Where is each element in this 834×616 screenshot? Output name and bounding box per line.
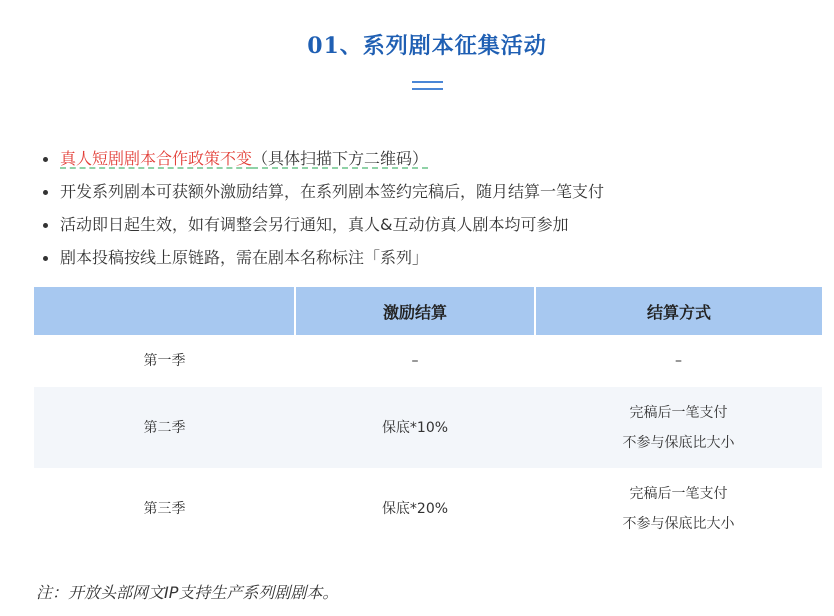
table-row <box>34 335 822 387</box>
list-item-text: 剧本投稿按线上原链路，需在剧本名称标注「系列」 <box>60 248 429 267</box>
cell-method <box>535 387 822 468</box>
highlighted-policy-text: 真人短剧剧本合作政策不变 <box>60 149 253 168</box>
method-line: 完稿后一笔支付 <box>629 485 728 502</box>
section-title: 01、系列剧本征集活动 <box>307 33 547 59</box>
list-item <box>40 142 604 175</box>
header-method: 结算方式 <box>535 287 822 335</box>
cell-incentive: 保底*20% <box>295 468 535 549</box>
title-underline-decoration <box>412 81 443 90</box>
cell-season: 第三季 <box>34 468 295 549</box>
cell-method <box>535 468 822 549</box>
header-incentive: 激励结算 <box>295 287 535 335</box>
method-line: 不参与保底比大小 <box>622 515 735 532</box>
method-line: – <box>675 353 682 369</box>
footnote: 注：开放头部网文IP支持生产系列剧剧本。 <box>36 583 339 602</box>
cell-season: 第二季 <box>34 387 295 468</box>
method-line: 完稿后一笔支付 <box>629 404 728 421</box>
table-row <box>34 387 822 468</box>
list-item <box>40 175 604 208</box>
list-item-text: 开发系列剧本可获额外激励结算，在系列剧本签约完稿后，随月结算一笔支付 <box>60 182 605 201</box>
activity-rules-list <box>40 142 604 274</box>
header-season <box>34 287 295 335</box>
table-header-row <box>34 287 822 335</box>
table-row <box>34 468 822 549</box>
underline-bar-bottom <box>412 88 443 90</box>
method-line: 不参与保底比大小 <box>622 434 735 451</box>
list-item <box>40 208 604 241</box>
incentive-table <box>34 287 822 549</box>
cell-season: 第一季 <box>34 335 295 387</box>
list-item-text: 活动即日起生效，如有调整会另行通知，真人&互动仿真人剧本均可参加 <box>60 215 569 234</box>
cell-incentive: – <box>295 335 535 387</box>
cell-method <box>535 335 822 387</box>
list-item <box>40 241 604 274</box>
policy-qr-hint: （具体扫描下方二维码） <box>252 149 429 168</box>
underline-bar-top <box>412 81 443 83</box>
cell-incentive: 保底*10% <box>295 387 535 468</box>
